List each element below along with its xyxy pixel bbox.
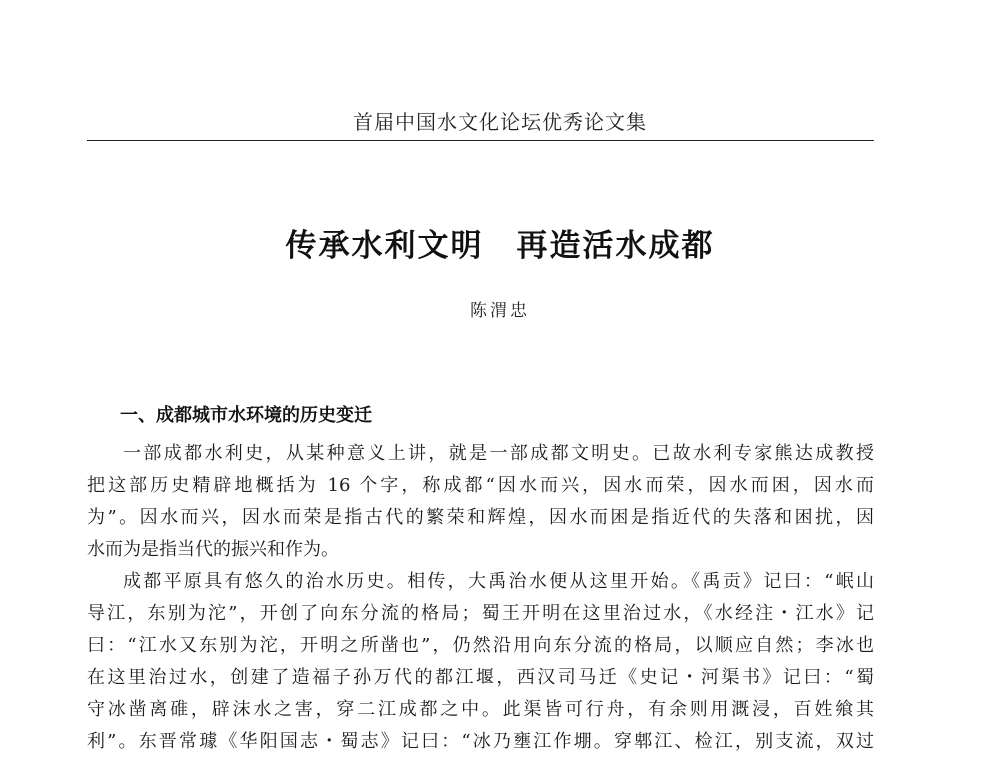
section-heading: 一、成都城市水环境的历史变迁 <box>120 405 372 426</box>
body-line: 导江，东别为沱”，开创了向东分流的格局；蜀王开明在这里治过水，《水经注・江水》记 <box>87 603 874 624</box>
header-rule <box>87 140 874 141</box>
body-line: 把这部历史精辟地概括为 16 个字，称成都“因水而兴，因水而荣，因水而困，因水而 <box>87 475 874 496</box>
body-line: 在这里治过水，创建了造福子孙万代的都江堰，西汉司马迁《史记・河渠书》记曰：“蜀 <box>87 667 874 688</box>
body-line: 守冰凿离碓，辟沫水之害，穿二江成都之中。此渠皆可行舟，有余则用溉浸，百姓飨其 <box>87 699 874 720</box>
body-line: 曰：“江水又东别为沱，开明之所凿也”，仍然沿用向东分流的格局，以顺应自然；李冰也 <box>87 635 874 656</box>
running-title: 首届中国水文化论坛优秀论文集 <box>353 110 647 134</box>
author-name: 陈渭忠 <box>470 301 530 321</box>
body-line: 一部成都水利史，从某种意义上讲，就是一部成都文明史。已故水利专家熊达成教授 <box>123 443 874 464</box>
body-line: 利”。东晋常璩《华阳国志・蜀志》记曰：“冰乃壅江作堋。穿郫江、检江，别支流，双过 <box>87 731 874 752</box>
body-line: 为”。因水而兴，因水而荣是指古代的繁荣和辉煌，因水而困是指近代的失落和困扰，因 <box>87 507 874 528</box>
body-line: 成都平原具有悠久的治水历史。相传，大禹治水便从这里开始。《禹贡》记曰：“岷山 <box>123 571 874 592</box>
section-body <box>87 438 874 758</box>
article-title: 传承水利文明 再造活水成都 <box>285 228 715 264</box>
body-line: 水而为是指当代的振兴和作为。 <box>87 539 339 560</box>
